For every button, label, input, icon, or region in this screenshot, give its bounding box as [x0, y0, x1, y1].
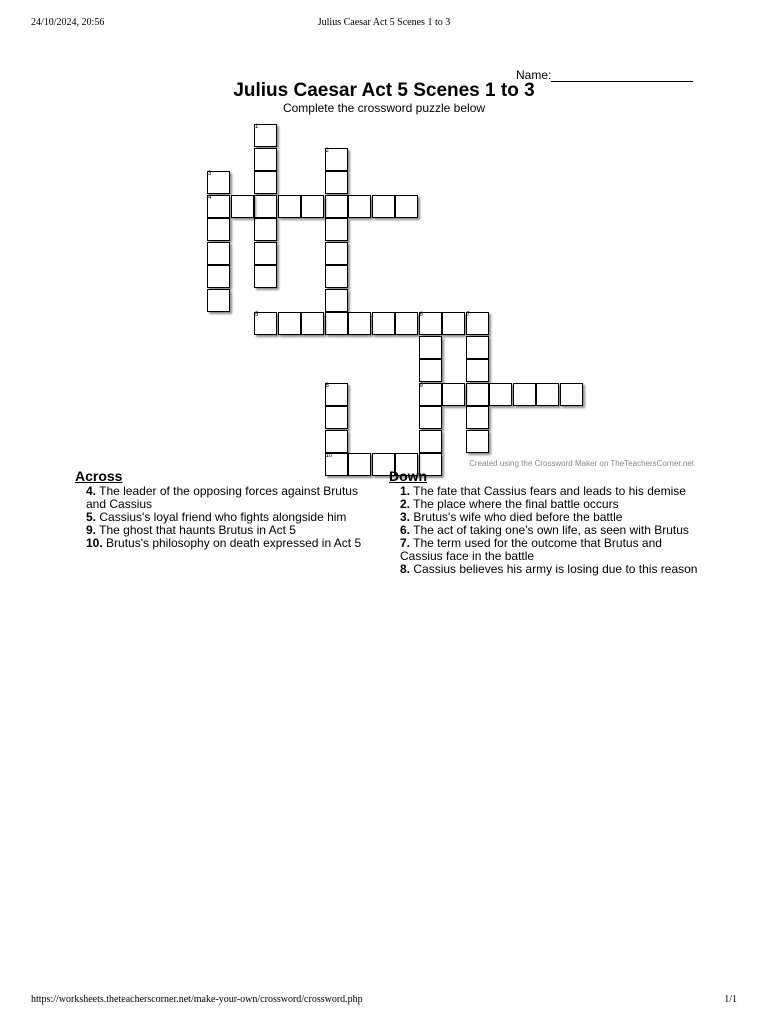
- crossword-grid: [0, 0, 768, 470]
- cell-number: 10: [325, 453, 333, 459]
- crossword-cell[interactable]: [207, 218, 230, 241]
- clue-number: 1.: [400, 484, 411, 498]
- crossword-cell[interactable]: [419, 430, 442, 453]
- cell-number: 4: [208, 194, 212, 201]
- across-heading: Across: [75, 468, 123, 484]
- down-clue: [389, 563, 699, 576]
- crossword-cell[interactable]: [489, 383, 512, 406]
- crossword-cell[interactable]: [301, 312, 324, 335]
- crossword-cell[interactable]: [231, 195, 254, 218]
- clue-number: 6.: [400, 523, 411, 537]
- crossword-cell[interactable]: [278, 195, 301, 218]
- crossword-cell[interactable]: [419, 406, 442, 429]
- crossword-cell[interactable]: [372, 312, 395, 335]
- crossword-cell[interactable]: [466, 383, 489, 406]
- clue-text: The act of taking one's own life, as seen with Brutus: [410, 523, 689, 537]
- clue-text: The place where the final battle occurs: [410, 497, 619, 511]
- clue-number: 2.: [400, 497, 411, 511]
- clue-text: Cassius's loyal friend who fights alongside him: [96, 510, 347, 524]
- print-page-title: Julius Caesar Act 5 Scenes 1 to 3: [317, 17, 451, 28]
- clue-text: Brutus's philosophy on death expressed in Act 5: [102, 536, 362, 550]
- crossword-cell[interactable]: [442, 312, 465, 335]
- clue-text: The fate that Cassius fears and leads to his demise: [410, 484, 686, 498]
- down-clue-list: [389, 485, 699, 576]
- cell-number: 8: [325, 382, 329, 389]
- down-clues: [389, 470, 699, 576]
- down-clue: [389, 537, 699, 563]
- crossword-cell[interactable]: [442, 383, 465, 406]
- crossword-cell[interactable]: [301, 195, 324, 218]
- print-datetime: 24/10/2024, 20:56: [31, 17, 105, 28]
- clue-text: The leader of the opposing forces against Brutus and Cassius: [86, 484, 358, 511]
- clue-number: 10.: [86, 536, 103, 550]
- worksheet-subtitle: Complete the crossword puzzle below: [282, 101, 486, 115]
- worksheet-title: Julius Caesar Act 5 Scenes 1 to 3: [233, 80, 535, 101]
- across-clue-list: [75, 485, 375, 550]
- crossword-cell[interactable]: [325, 242, 348, 265]
- across-clue: [75, 537, 375, 550]
- crossword-cell[interactable]: [254, 218, 277, 241]
- clue-number: 9.: [86, 523, 97, 537]
- crossword-cell[interactable]: [325, 195, 348, 218]
- clue-text: Cassius believes his army is losing due to this reason: [410, 562, 698, 576]
- cell-number: 3: [208, 171, 212, 177]
- crossword-cell[interactable]: [278, 312, 301, 335]
- clue-number: 7.: [400, 536, 411, 550]
- crossword-cell[interactable]: [207, 265, 230, 288]
- cell-number: 7: [466, 312, 470, 318]
- crossword-cell[interactable]: [536, 383, 559, 406]
- crossword-cell[interactable]: [254, 148, 277, 171]
- cell-number: 6: [419, 312, 423, 318]
- cell-number: 2: [325, 147, 329, 154]
- crossword-cell[interactable]: [207, 289, 230, 312]
- crossword-cell[interactable]: [325, 265, 348, 288]
- crossword-cell[interactable]: [372, 195, 395, 218]
- crossword-cell[interactable]: [466, 359, 489, 382]
- print-url: https://worksheets.theteacherscorner.net/make-your-own/crossword/crossword.php: [31, 994, 363, 1005]
- across-clue: [75, 485, 375, 511]
- crossword-cell[interactable]: [325, 430, 348, 453]
- crossword-cell[interactable]: [325, 312, 348, 335]
- crossword-cell[interactable]: [513, 383, 536, 406]
- cell-number: 9: [419, 382, 423, 389]
- crossword-cell[interactable]: [348, 195, 371, 218]
- crossword-cell[interactable]: [325, 171, 348, 194]
- crossword-cell[interactable]: [207, 242, 230, 265]
- crossword-cell[interactable]: [395, 312, 418, 335]
- name-label: Name:: [516, 68, 552, 82]
- crossword-cell[interactable]: [254, 171, 277, 194]
- clue-text: The ghost that haunts Brutus in Act 5: [96, 523, 296, 537]
- clue-text: The term used for the outcome that Brutus and Cassius face in the battle: [400, 536, 662, 563]
- print-page-number: 1/1: [724, 994, 737, 1005]
- crossword-cell[interactable]: [254, 265, 277, 288]
- crossword-cell[interactable]: [348, 312, 371, 335]
- cell-number: 5: [255, 312, 259, 318]
- crossword-cell[interactable]: [466, 430, 489, 453]
- crossword-cell[interactable]: [325, 406, 348, 429]
- clue-number: 8.: [400, 562, 411, 576]
- clue-number: 4.: [86, 484, 97, 498]
- crossword-cell[interactable]: [466, 336, 489, 359]
- crossword-credit: Created using the Crossword Maker on TheTeachersCorner.net: [469, 459, 694, 468]
- crossword-cell[interactable]: [325, 289, 348, 312]
- crossword-cell[interactable]: [254, 242, 277, 265]
- cell-number: 1: [255, 124, 259, 130]
- across-clues: [75, 470, 375, 550]
- clue-text: Brutus's wife who died before the battle: [410, 510, 623, 524]
- clue-number: 3.: [400, 510, 411, 524]
- crossword-cell[interactable]: [419, 336, 442, 359]
- crossword-cell[interactable]: [560, 383, 583, 406]
- crossword-cell[interactable]: [419, 359, 442, 382]
- crossword-cell[interactable]: [395, 195, 418, 218]
- print-footer: [0, 994, 768, 1008]
- clue-number: 5.: [86, 510, 97, 524]
- crossword-cell[interactable]: [325, 218, 348, 241]
- down-heading: Down: [389, 468, 428, 484]
- crossword-cell[interactable]: [254, 195, 277, 218]
- crossword-cell[interactable]: [466, 406, 489, 429]
